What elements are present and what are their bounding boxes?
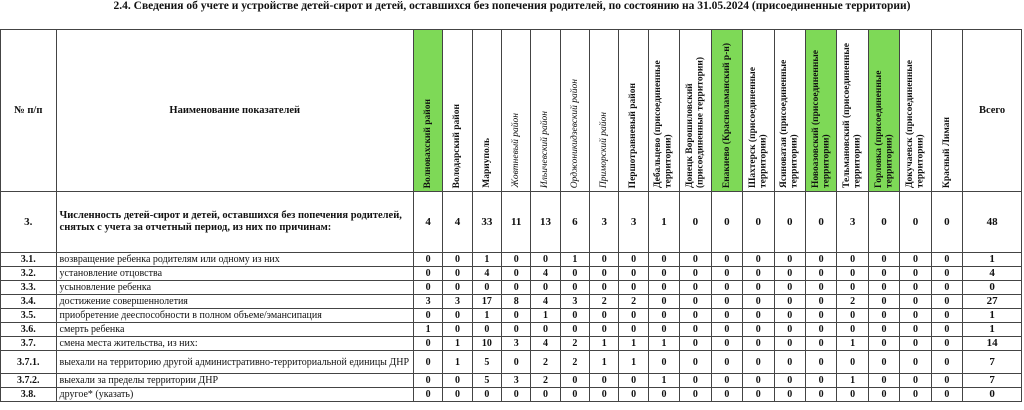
- column-header-region: Новоазовский (присоединенные территории): [805, 30, 836, 192]
- value-cell: 0: [711, 323, 742, 337]
- value-cell: 0: [900, 374, 931, 388]
- value-cell: 0: [502, 267, 531, 281]
- value-cell: 1: [619, 351, 648, 374]
- value-cell: 1: [560, 253, 589, 267]
- value-cell: 0: [472, 281, 501, 295]
- row-total: 48: [963, 192, 1022, 253]
- value-cell: 0: [443, 281, 472, 295]
- value-cell: 0: [711, 309, 742, 323]
- value-cell: 0: [805, 323, 836, 337]
- column-header-region: Енакиево (Красноламанский р-н): [711, 30, 742, 192]
- value-cell: 0: [774, 388, 805, 402]
- value-cell: 0: [711, 267, 742, 281]
- value-cell: 0: [680, 388, 711, 402]
- value-cell: 0: [837, 253, 868, 267]
- statistics-table: [0, 29, 1022, 402]
- value-cell: 0: [931, 253, 962, 267]
- value-cell: 0: [900, 281, 931, 295]
- row-indicator-name: Численность детей-сирот и детей, оставшихся без попечения родителей, снятых с учета за отчетный период, из них по причинам:: [56, 192, 413, 253]
- row-number: 3.8.: [1, 388, 57, 402]
- value-cell: 0: [443, 374, 472, 388]
- value-cell: 0: [743, 351, 774, 374]
- value-cell: 0: [590, 281, 619, 295]
- value-cell: 0: [414, 309, 443, 323]
- value-cell: 0: [680, 295, 711, 309]
- value-cell: 1: [648, 374, 679, 388]
- value-cell: 0: [900, 323, 931, 337]
- value-cell: 1: [443, 351, 472, 374]
- value-cell: 0: [502, 351, 531, 374]
- value-cell: 0: [711, 374, 742, 388]
- row-number: 3.7.2.: [1, 374, 57, 388]
- value-cell: 0: [774, 351, 805, 374]
- value-cell: 11: [502, 192, 531, 253]
- value-cell: 0: [502, 323, 531, 337]
- value-cell: 0: [680, 337, 711, 351]
- value-cell: 1: [619, 337, 648, 351]
- value-cell: 2: [560, 351, 589, 374]
- row-total: 7: [963, 374, 1022, 388]
- value-cell: 0: [590, 253, 619, 267]
- value-cell: 13: [531, 192, 560, 253]
- value-cell: 0: [868, 388, 899, 402]
- column-header-region: Приморский район: [590, 30, 619, 192]
- column-header-region: Горловка (присоединенные территории): [868, 30, 899, 192]
- value-cell: 0: [590, 323, 619, 337]
- value-cell: 1: [472, 309, 501, 323]
- value-cell: 0: [414, 267, 443, 281]
- value-cell: 33: [472, 192, 501, 253]
- value-cell: 4: [531, 295, 560, 309]
- value-cell: 1: [648, 337, 679, 351]
- row-total: 1: [963, 253, 1022, 267]
- value-cell: 0: [868, 253, 899, 267]
- value-cell: 0: [868, 192, 899, 253]
- value-cell: 0: [531, 323, 560, 337]
- value-cell: 0: [774, 281, 805, 295]
- value-cell: 4: [472, 267, 501, 281]
- value-cell: 2: [560, 337, 589, 351]
- value-cell: 0: [805, 295, 836, 309]
- table-row: [1, 323, 1022, 337]
- value-cell: 0: [774, 374, 805, 388]
- value-cell: 0: [743, 192, 774, 253]
- value-cell: 0: [805, 281, 836, 295]
- column-header-region: Володарский район: [443, 30, 472, 192]
- value-cell: 0: [837, 309, 868, 323]
- value-cell: 4: [531, 337, 560, 351]
- value-cell: 0: [648, 388, 679, 402]
- value-cell: 0: [680, 323, 711, 337]
- value-cell: 0: [868, 267, 899, 281]
- value-cell: 0: [472, 388, 501, 402]
- value-cell: 1: [837, 337, 868, 351]
- value-cell: 0: [443, 309, 472, 323]
- value-cell: 0: [711, 337, 742, 351]
- value-cell: 0: [900, 388, 931, 402]
- value-cell: 0: [443, 267, 472, 281]
- row-total: 0: [963, 388, 1022, 402]
- column-header-region: Волновахский район: [414, 30, 443, 192]
- value-cell: 0: [648, 281, 679, 295]
- value-cell: 0: [648, 323, 679, 337]
- value-cell: 1: [837, 374, 868, 388]
- table-row: [1, 295, 1022, 309]
- value-cell: 0: [868, 337, 899, 351]
- row-total: 1: [963, 323, 1022, 337]
- value-cell: 0: [868, 374, 899, 388]
- table-row: [1, 374, 1022, 388]
- value-cell: 0: [805, 351, 836, 374]
- value-cell: 0: [805, 388, 836, 402]
- value-cell: 0: [443, 253, 472, 267]
- row-number: 3.6.: [1, 323, 57, 337]
- row-indicator-name: выехали за пределы территории ДНР: [56, 374, 413, 388]
- value-cell: 4: [443, 192, 472, 253]
- value-cell: 0: [900, 295, 931, 309]
- table-row: [1, 388, 1022, 402]
- value-cell: 0: [805, 374, 836, 388]
- row-indicator-name: установление отцовства: [56, 267, 413, 281]
- value-cell: 0: [900, 192, 931, 253]
- value-cell: 0: [502, 281, 531, 295]
- value-cell: 0: [805, 253, 836, 267]
- row-number: 3.4.: [1, 295, 57, 309]
- value-cell: 1: [472, 253, 501, 267]
- table-body: [1, 192, 1022, 402]
- column-header-region: Тельмановский (присоединенные территории): [837, 30, 868, 192]
- value-cell: 4: [531, 267, 560, 281]
- column-header-region: Донецк Ворошиловский (присоединенные территории): [680, 30, 711, 192]
- value-cell: 3: [560, 295, 589, 309]
- value-cell: 0: [680, 351, 711, 374]
- value-cell: 0: [590, 309, 619, 323]
- value-cell: 0: [774, 253, 805, 267]
- value-cell: 2: [619, 295, 648, 309]
- column-header-region: Ильичевский район: [531, 30, 560, 192]
- value-cell: 0: [868, 323, 899, 337]
- value-cell: 0: [680, 374, 711, 388]
- value-cell: 0: [868, 351, 899, 374]
- row-total: 0: [963, 281, 1022, 295]
- value-cell: 0: [931, 323, 962, 337]
- row-number: 3.3.: [1, 281, 57, 295]
- value-cell: 0: [837, 267, 868, 281]
- value-cell: 3: [414, 295, 443, 309]
- column-header-region: Красный Лиман: [931, 30, 962, 192]
- value-cell: 0: [414, 253, 443, 267]
- value-cell: 0: [531, 388, 560, 402]
- value-cell: 0: [680, 253, 711, 267]
- value-cell: 0: [560, 267, 589, 281]
- value-cell: 8: [502, 295, 531, 309]
- table-row: [1, 192, 1022, 253]
- value-cell: 0: [711, 281, 742, 295]
- value-cell: 0: [900, 351, 931, 374]
- value-cell: 0: [619, 374, 648, 388]
- value-cell: 0: [805, 192, 836, 253]
- row-total: 7: [963, 351, 1022, 374]
- value-cell: 0: [931, 351, 962, 374]
- row-number: 3.2.: [1, 267, 57, 281]
- value-cell: 0: [931, 295, 962, 309]
- table-row: [1, 351, 1022, 374]
- value-cell: 0: [743, 374, 774, 388]
- column-header-region: Жовтневый район: [502, 30, 531, 192]
- value-cell: 0: [743, 253, 774, 267]
- value-cell: 6: [560, 192, 589, 253]
- value-cell: 0: [743, 295, 774, 309]
- value-cell: 0: [868, 295, 899, 309]
- row-number: 3.7.1.: [1, 351, 57, 374]
- column-header-region: Дебальцево (присоединенные территории): [648, 30, 679, 192]
- value-cell: 1: [648, 192, 679, 253]
- value-cell: 0: [805, 337, 836, 351]
- value-cell: 0: [774, 309, 805, 323]
- column-header-region: Докучаевск (присоединенные территории): [900, 30, 931, 192]
- value-cell: 0: [774, 323, 805, 337]
- value-cell: 0: [711, 192, 742, 253]
- value-cell: 0: [680, 192, 711, 253]
- row-indicator-name: возвращение ребенка родителям или одному из них: [56, 253, 413, 267]
- row-total: 27: [963, 295, 1022, 309]
- value-cell: 0: [414, 351, 443, 374]
- column-header-name: Наименование показателей: [56, 30, 413, 192]
- row-indicator-name: усыновление ребенка: [56, 281, 413, 295]
- table-row: [1, 267, 1022, 281]
- value-cell: 0: [931, 388, 962, 402]
- value-cell: 0: [560, 388, 589, 402]
- value-cell: 1: [590, 337, 619, 351]
- row-total: 14: [963, 337, 1022, 351]
- row-total: 4: [963, 267, 1022, 281]
- value-cell: 0: [837, 388, 868, 402]
- value-cell: 0: [531, 253, 560, 267]
- value-cell: 0: [531, 281, 560, 295]
- value-cell: 0: [560, 309, 589, 323]
- row-number: 3.: [1, 192, 57, 253]
- value-cell: 0: [868, 281, 899, 295]
- column-header-region: Ясиноватая (присоединенные территории): [774, 30, 805, 192]
- value-cell: 0: [743, 337, 774, 351]
- value-cell: 0: [837, 323, 868, 337]
- value-cell: 0: [472, 323, 501, 337]
- row-indicator-name: смерть ребенка: [56, 323, 413, 337]
- value-cell: 5: [472, 351, 501, 374]
- column-header-region: Шахтерск (присоединенные территории): [743, 30, 774, 192]
- value-cell: 0: [900, 253, 931, 267]
- value-cell: 0: [648, 351, 679, 374]
- value-cell: 10: [472, 337, 501, 351]
- value-cell: 0: [900, 309, 931, 323]
- table-row: [1, 281, 1022, 295]
- header-row: [1, 30, 1022, 192]
- value-cell: 3: [590, 192, 619, 253]
- value-cell: 0: [900, 267, 931, 281]
- value-cell: 0: [805, 267, 836, 281]
- column-header-no: № п/п: [1, 30, 57, 192]
- value-cell: 0: [931, 309, 962, 323]
- value-cell: 2: [531, 374, 560, 388]
- value-cell: 0: [414, 388, 443, 402]
- value-cell: 0: [648, 295, 679, 309]
- value-cell: 0: [805, 309, 836, 323]
- value-cell: 0: [619, 281, 648, 295]
- value-cell: 0: [774, 192, 805, 253]
- value-cell: 0: [900, 337, 931, 351]
- value-cell: 0: [680, 267, 711, 281]
- value-cell: 0: [619, 267, 648, 281]
- value-cell: 0: [743, 388, 774, 402]
- value-cell: 0: [743, 267, 774, 281]
- row-indicator-name: приобретение дееспособности в полном объеме/эмансипация: [56, 309, 413, 323]
- value-cell: 0: [837, 281, 868, 295]
- value-cell: 0: [743, 309, 774, 323]
- value-cell: 0: [648, 253, 679, 267]
- value-cell: 4: [414, 192, 443, 253]
- table-title: 2.4. Сведения об учете и устройстве детей-сирот и детей, оставшихся без попечения родителей, по состоянию на 31.05.2024 (присоединенные территории): [113, 0, 911, 12]
- value-cell: 0: [680, 281, 711, 295]
- value-cell: 3: [837, 192, 868, 253]
- value-cell: 0: [560, 374, 589, 388]
- value-cell: 0: [774, 337, 805, 351]
- row-total: 1: [963, 309, 1022, 323]
- value-cell: 0: [502, 253, 531, 267]
- value-cell: 2: [531, 351, 560, 374]
- value-cell: 0: [774, 267, 805, 281]
- value-cell: 0: [560, 323, 589, 337]
- value-cell: 0: [414, 281, 443, 295]
- value-cell: 3: [619, 192, 648, 253]
- value-cell: 0: [931, 374, 962, 388]
- value-cell: 1: [414, 323, 443, 337]
- value-cell: 2: [590, 295, 619, 309]
- value-cell: 0: [743, 281, 774, 295]
- value-cell: 0: [868, 309, 899, 323]
- value-cell: 0: [743, 323, 774, 337]
- value-cell: 0: [619, 323, 648, 337]
- table-row: [1, 309, 1022, 323]
- value-cell: 1: [531, 309, 560, 323]
- value-cell: 0: [648, 309, 679, 323]
- column-header-region: Орджоникидзевский район: [560, 30, 589, 192]
- row-number: 3.1.: [1, 253, 57, 267]
- value-cell: 3: [443, 295, 472, 309]
- row-indicator-name: другое* (указать): [56, 388, 413, 402]
- value-cell: 5: [472, 374, 501, 388]
- value-cell: 3: [502, 337, 531, 351]
- value-cell: 0: [711, 253, 742, 267]
- value-cell: 1: [443, 337, 472, 351]
- value-cell: 2: [837, 295, 868, 309]
- table-row: [1, 253, 1022, 267]
- value-cell: 0: [443, 323, 472, 337]
- value-cell: 0: [931, 267, 962, 281]
- value-cell: 0: [931, 192, 962, 253]
- value-cell: 0: [590, 374, 619, 388]
- value-cell: 0: [774, 295, 805, 309]
- row-number: 3.5.: [1, 309, 57, 323]
- value-cell: 0: [711, 351, 742, 374]
- value-cell: 0: [680, 309, 711, 323]
- value-cell: 0: [711, 388, 742, 402]
- value-cell: 0: [648, 267, 679, 281]
- value-cell: 0: [590, 388, 619, 402]
- value-cell: 0: [502, 309, 531, 323]
- value-cell: 0: [931, 281, 962, 295]
- table-row: [1, 337, 1022, 351]
- value-cell: 0: [414, 337, 443, 351]
- value-cell: 0: [619, 253, 648, 267]
- row-indicator-name: смена места жительства, из них:: [56, 337, 413, 351]
- value-cell: 0: [619, 388, 648, 402]
- value-cell: 0: [443, 388, 472, 402]
- row-number: 3.7.: [1, 337, 57, 351]
- value-cell: 3: [502, 374, 531, 388]
- value-cell: 0: [837, 351, 868, 374]
- value-cell: 0: [560, 281, 589, 295]
- column-header-region: Першотравневый район: [619, 30, 648, 192]
- value-cell: 0: [931, 337, 962, 351]
- value-cell: 17: [472, 295, 501, 309]
- value-cell: 1: [590, 351, 619, 374]
- column-header-total: Всего: [963, 30, 1022, 192]
- row-indicator-name: выехали на территорию другой административно-территориальной единицы ДНР: [56, 351, 413, 374]
- row-indicator-name: достижение совершеннолетия: [56, 295, 413, 309]
- column-header-region: Мариуполь: [472, 30, 501, 192]
- value-cell: 0: [502, 388, 531, 402]
- value-cell: 0: [711, 295, 742, 309]
- value-cell: 0: [414, 374, 443, 388]
- value-cell: 0: [619, 309, 648, 323]
- value-cell: 0: [590, 267, 619, 281]
